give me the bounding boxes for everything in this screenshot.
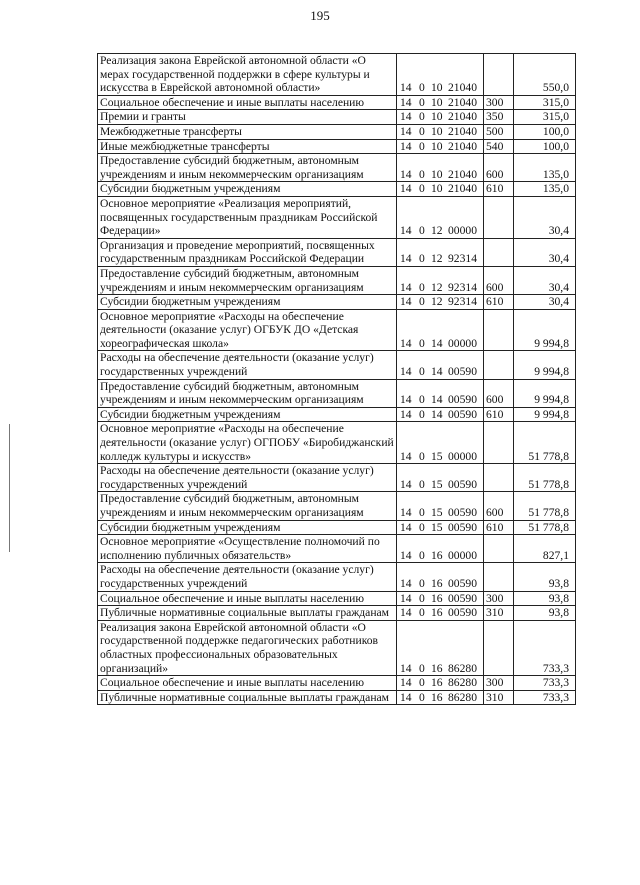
row-name: Субсидии бюджетным учреждениям	[98, 520, 397, 535]
row-name: Реализация закона Еврейской автономной области «О государственной поддержке педагогических работников областных профессиональных образовательных организаций»	[98, 620, 397, 675]
code-subprogram: 0	[419, 224, 425, 238]
budget-table-body	[98, 54, 576, 705]
table-row	[98, 238, 576, 266]
table-row	[98, 182, 576, 197]
code-direction: 00590	[448, 520, 477, 534]
code-direction: 00590	[448, 393, 477, 407]
row-target-code	[397, 492, 484, 520]
code-main-measure: 14	[431, 365, 443, 379]
code-subprogram: 0	[419, 95, 425, 109]
row-expense-type: 600	[484, 379, 514, 407]
row-sum: 100,0	[514, 124, 576, 139]
row-target-code	[397, 407, 484, 422]
table-row	[98, 606, 576, 621]
table-row	[98, 295, 576, 310]
code-main-measure: 12	[431, 295, 443, 309]
row-target-code	[397, 154, 484, 182]
code-program: 14	[400, 295, 412, 309]
row-name: Основное мероприятие «Расходы на обеспечение деятельности (оказание услуг) ОГБУК ДО «Детская хореографическая школа»	[98, 309, 397, 351]
row-sum: 315,0	[514, 110, 576, 125]
table-row	[98, 620, 576, 675]
table-row	[98, 309, 576, 351]
row-expense-type	[484, 620, 514, 675]
code-main-measure: 10	[431, 167, 443, 181]
row-target-code	[397, 464, 484, 492]
row-name: Социальное обеспечение и иные выплаты населению	[98, 95, 397, 110]
code-direction: 00590	[448, 606, 477, 620]
row-expense-type: 310	[484, 690, 514, 705]
code-main-measure: 12	[431, 280, 443, 294]
code-main-measure: 14	[431, 393, 443, 407]
code-subprogram: 0	[419, 606, 425, 620]
row-expense-type: 610	[484, 182, 514, 197]
row-name: Субсидии бюджетным учреждениям	[98, 407, 397, 422]
code-subprogram: 0	[419, 365, 425, 379]
code-subprogram: 0	[419, 295, 425, 309]
row-target-code	[397, 520, 484, 535]
code-subprogram: 0	[419, 167, 425, 181]
code-subprogram: 0	[419, 182, 425, 196]
code-main-measure: 10	[431, 95, 443, 109]
code-direction: 00000	[448, 224, 477, 238]
row-target-code	[397, 379, 484, 407]
row-sum: 315,0	[514, 95, 576, 110]
code-program: 14	[400, 124, 412, 138]
code-direction: 92314	[448, 280, 477, 294]
code-program: 14	[400, 393, 412, 407]
code-direction: 21040	[448, 182, 477, 196]
table-row	[98, 196, 576, 238]
code-main-measure: 15	[431, 477, 443, 491]
code-direction: 92314	[448, 252, 477, 266]
row-expense-type: 500	[484, 124, 514, 139]
table-row	[98, 379, 576, 407]
code-subprogram: 0	[419, 449, 425, 463]
row-expense-type: 600	[484, 266, 514, 294]
row-name: Премии и гранты	[98, 110, 397, 125]
row-target-code	[397, 591, 484, 606]
table-row	[98, 124, 576, 139]
row-expense-type: 610	[484, 407, 514, 422]
code-program: 14	[400, 520, 412, 534]
code-program: 14	[400, 252, 412, 266]
row-name: Иные межбюджетные трансферты	[98, 139, 397, 154]
row-sum: 9 994,8	[514, 309, 576, 351]
code-program: 14	[400, 81, 412, 95]
table-row	[98, 535, 576, 563]
code-program: 14	[400, 661, 412, 675]
row-sum: 9 994,8	[514, 379, 576, 407]
row-expense-type: 540	[484, 139, 514, 154]
code-direction: 00590	[448, 576, 477, 590]
code-direction: 86280	[448, 690, 477, 704]
row-name: Публичные нормативные социальные выплаты гражданам	[98, 606, 397, 621]
code-subprogram: 0	[419, 520, 425, 534]
row-sum: 51 778,8	[514, 422, 576, 464]
code-direction: 00590	[448, 591, 477, 605]
code-subprogram: 0	[419, 477, 425, 491]
page-number: 195	[310, 8, 330, 23]
code-program: 14	[400, 167, 412, 181]
code-main-measure: 12	[431, 252, 443, 266]
table-row	[98, 407, 576, 422]
row-expense-type: 610	[484, 520, 514, 535]
table-row	[98, 110, 576, 125]
row-target-code	[397, 535, 484, 563]
row-name: Социальное обеспечение и иные выплаты населению	[98, 676, 397, 691]
table-row	[98, 154, 576, 182]
code-subprogram: 0	[419, 661, 425, 675]
row-expense-type	[484, 309, 514, 351]
code-main-measure: 14	[431, 336, 443, 350]
row-expense-type	[484, 464, 514, 492]
row-sum: 30,4	[514, 295, 576, 310]
row-name: Организация и проведение мероприятий, посвященных государственным праздникам Российской Федерации	[98, 238, 397, 266]
code-subprogram: 0	[419, 591, 425, 605]
row-target-code	[397, 238, 484, 266]
code-subprogram: 0	[419, 576, 425, 590]
row-name: Основное мероприятие «Осуществление полномочий по исполнению публичных обязательств»	[98, 535, 397, 563]
code-subprogram: 0	[419, 124, 425, 138]
row-expense-type	[484, 238, 514, 266]
code-direction: 00000	[448, 548, 477, 562]
row-target-code	[397, 95, 484, 110]
row-name: Расходы на обеспечение деятельности (оказание услуг) государственных учреждений	[98, 563, 397, 591]
code-main-measure: 16	[431, 591, 443, 605]
row-sum: 30,4	[514, 238, 576, 266]
row-name: Предоставление субсидий бюджетным, автономным учреждениям и иным некоммерческим организациям	[98, 154, 397, 182]
row-sum: 827,1	[514, 535, 576, 563]
code-subprogram: 0	[419, 393, 425, 407]
code-subprogram: 0	[419, 690, 425, 704]
row-name: Субсидии бюджетным учреждениям	[98, 182, 397, 197]
table-row	[98, 54, 576, 96]
row-expense-type: 300	[484, 676, 514, 691]
row-sum: 9 994,8	[514, 407, 576, 422]
code-program: 14	[400, 280, 412, 294]
code-direction: 00590	[448, 506, 477, 519]
row-sum: 51 778,8	[514, 464, 576, 492]
row-name: Основное мероприятие «Расходы на обеспечение деятельности (оказание услуг) ОГПОБУ «Биробиджанский колледж культуры и искусств»	[98, 422, 397, 464]
row-name: Предоставление субсидий бюджетным, автономным учреждениям и иным некоммерческим организациям	[98, 379, 397, 407]
table-row	[98, 690, 576, 705]
table-row	[98, 422, 576, 464]
code-program: 14	[400, 548, 412, 562]
row-sum: 733,3	[514, 676, 576, 691]
row-expense-type: 300	[484, 591, 514, 606]
row-expense-type	[484, 351, 514, 379]
code-main-measure: 16	[431, 661, 443, 675]
code-direction: 21040	[448, 95, 477, 109]
row-name: Основное мероприятие «Реализация мероприятий, посвященных государственным праздникам Российской Федерации»	[98, 196, 397, 238]
row-target-code	[397, 351, 484, 379]
table-row	[98, 95, 576, 110]
row-target-code	[397, 110, 484, 125]
table-row	[98, 520, 576, 535]
code-subprogram: 0	[419, 280, 425, 294]
row-expense-type	[484, 535, 514, 563]
row-sum: 9 994,8	[514, 351, 576, 379]
code-program: 14	[400, 336, 412, 350]
code-main-measure: 10	[431, 124, 443, 138]
code-program: 14	[400, 449, 412, 463]
row-sum: 93,8	[514, 606, 576, 621]
row-name: Социальное обеспечение и иные выплаты населению	[98, 591, 397, 606]
margin-line	[9, 424, 10, 552]
code-subprogram: 0	[419, 81, 425, 95]
row-target-code	[397, 620, 484, 675]
row-target-code	[397, 182, 484, 197]
row-sum: 30,4	[514, 196, 576, 238]
row-sum: 733,3	[514, 690, 576, 705]
code-program: 14	[400, 676, 412, 690]
row-expense-type	[484, 54, 514, 96]
row-target-code	[397, 606, 484, 621]
table-row	[98, 139, 576, 154]
code-subprogram: 0	[419, 110, 425, 124]
code-main-measure: 16	[431, 548, 443, 562]
row-sum: 30,4	[514, 266, 576, 294]
code-program: 14	[400, 591, 412, 605]
code-subprogram: 0	[419, 676, 425, 690]
code-subprogram: 0	[419, 548, 425, 562]
row-expense-type	[484, 422, 514, 464]
code-direction: 86280	[448, 676, 477, 690]
code-program: 14	[400, 576, 412, 590]
table-row	[98, 676, 576, 691]
code-program: 14	[400, 182, 412, 196]
code-direction: 92314	[448, 295, 477, 309]
code-subprogram: 0	[419, 407, 425, 421]
code-direction: 21040	[448, 124, 477, 138]
table-row	[98, 464, 576, 492]
row-sum: 733,3	[514, 620, 576, 675]
code-direction: 00000	[448, 336, 477, 350]
row-target-code	[397, 676, 484, 691]
code-main-measure: 15	[431, 449, 443, 463]
code-program: 14	[400, 506, 412, 519]
row-target-code	[397, 563, 484, 591]
row-target-code	[397, 295, 484, 310]
code-subprogram: 0	[419, 252, 425, 266]
row-expense-type: 310	[484, 606, 514, 621]
row-name: Реализация закона Еврейской автономной области «О мерах государственной поддержки в сфере культуры и искусства в Еврейской автономной области»	[98, 54, 397, 96]
row-sum: 135,0	[514, 154, 576, 182]
code-main-measure: 16	[431, 690, 443, 704]
row-name: Публичные нормативные социальные выплаты гражданам	[98, 690, 397, 705]
row-name: Предоставление субсидий бюджетным, автономным учреждениям и иным некоммерческим организациям	[98, 492, 397, 520]
code-direction: 21040	[448, 139, 477, 153]
row-target-code	[397, 266, 484, 294]
code-program: 14	[400, 139, 412, 153]
code-direction: 00590	[448, 477, 477, 491]
code-main-measure: 10	[431, 110, 443, 124]
row-expense-type: 610	[484, 295, 514, 310]
row-target-code	[397, 54, 484, 96]
row-sum: 51 778,8	[514, 520, 576, 535]
row-name: Расходы на обеспечение деятельности (оказание услуг) государственных учреждений	[98, 464, 397, 492]
table-row	[98, 266, 576, 294]
row-name: Субсидии бюджетным учреждениям	[98, 295, 397, 310]
row-expense-type: 350	[484, 110, 514, 125]
row-name: Межбюджетные трансферты	[98, 124, 397, 139]
row-sum: 100,0	[514, 139, 576, 154]
row-expense-type	[484, 563, 514, 591]
code-subprogram: 0	[419, 139, 425, 153]
code-main-measure: 16	[431, 606, 443, 620]
code-program: 14	[400, 407, 412, 421]
budget-table	[97, 53, 576, 705]
code-main-measure: 14	[431, 407, 443, 421]
code-program: 14	[400, 110, 412, 124]
table-row	[98, 492, 576, 520]
code-program: 14	[400, 95, 412, 109]
code-program: 14	[400, 224, 412, 238]
table-row	[98, 563, 576, 591]
code-direction: 00590	[448, 407, 477, 421]
row-expense-type	[484, 196, 514, 238]
code-main-measure: 16	[431, 676, 443, 690]
code-direction: 21040	[448, 81, 477, 95]
row-target-code	[397, 196, 484, 238]
row-sum: 93,8	[514, 563, 576, 591]
code-subprogram: 0	[419, 506, 425, 519]
row-sum: 135,0	[514, 182, 576, 197]
code-program: 14	[400, 477, 412, 491]
code-main-measure: 16	[431, 576, 443, 590]
row-sum: 93,8	[514, 591, 576, 606]
code-program: 14	[400, 690, 412, 704]
code-direction: 00590	[448, 365, 477, 379]
code-direction: 21040	[448, 110, 477, 124]
code-program: 14	[400, 606, 412, 620]
row-target-code	[397, 690, 484, 705]
row-sum: 51 778,8	[514, 492, 576, 520]
row-target-code	[397, 309, 484, 351]
code-program: 14	[400, 365, 412, 379]
table-row	[98, 591, 576, 606]
code-subprogram: 0	[419, 336, 425, 350]
row-target-code	[397, 422, 484, 464]
code-main-measure: 12	[431, 224, 443, 238]
row-expense-type: 600	[484, 154, 514, 182]
row-expense-type: 300	[484, 95, 514, 110]
row-target-code	[397, 139, 484, 154]
row-sum: 550,0	[514, 54, 576, 96]
code-direction: 21040	[448, 167, 477, 181]
code-main-measure: 10	[431, 81, 443, 95]
code-main-measure: 15	[431, 506, 443, 519]
code-main-measure: 10	[431, 182, 443, 196]
row-name: Расходы на обеспечение деятельности (оказание услуг) государственных учреждений	[98, 351, 397, 379]
row-target-code	[397, 124, 484, 139]
row-expense-type: 600	[484, 492, 514, 520]
code-direction: 86280	[448, 661, 477, 675]
code-main-measure: 10	[431, 139, 443, 153]
row-name: Предоставление субсидий бюджетным, автономным учреждениям и иным некоммерческим организациям	[98, 266, 397, 294]
table-row	[98, 351, 576, 379]
code-direction: 00000	[448, 449, 477, 463]
code-main-measure: 15	[431, 520, 443, 534]
